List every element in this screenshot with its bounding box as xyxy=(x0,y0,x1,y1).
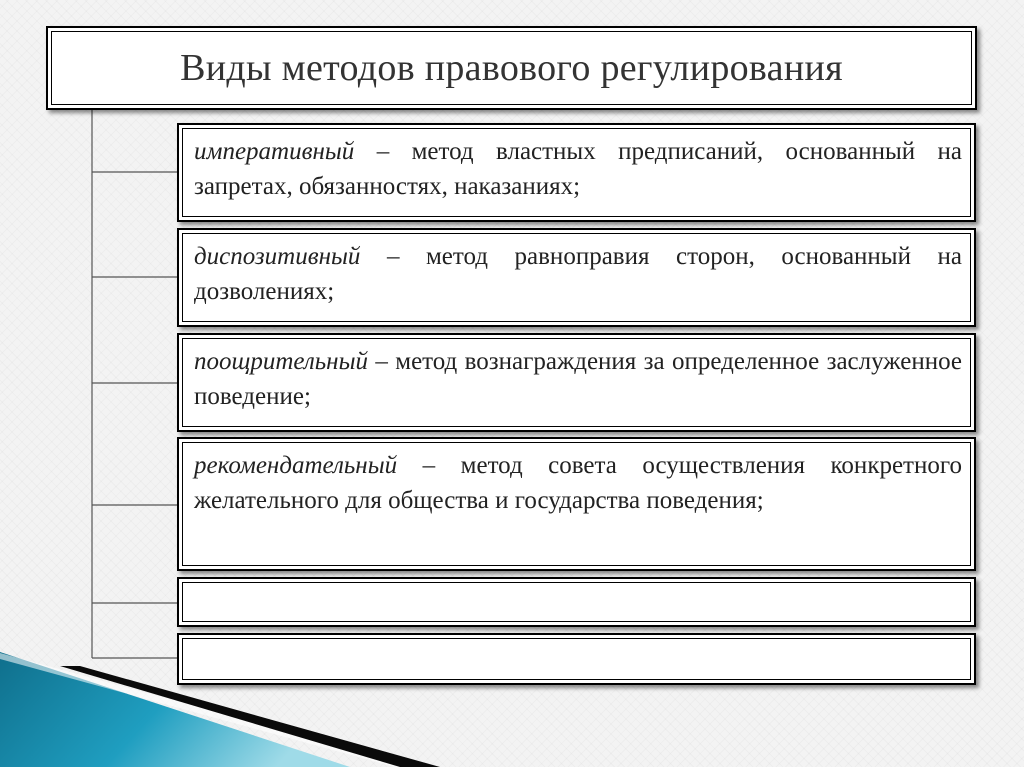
method-text xyxy=(194,134,962,204)
method-description: – метод властных предписаний, основанный на запретах, обязанностях, наказаниях; xyxy=(194,138,962,200)
method-text xyxy=(194,239,962,309)
method-description: – метод вознаграждения за определенное заслуженное поведение; xyxy=(194,348,962,410)
method-term: рекомендательный xyxy=(194,452,398,479)
method-term: диспозитивный xyxy=(194,243,361,270)
method-box-recommendatory xyxy=(177,437,976,571)
method-description: – метод равноправия сторон, основанный на дозволениях; xyxy=(194,243,962,305)
method-box-encouraging xyxy=(177,333,976,432)
method-box-imperative xyxy=(177,123,976,222)
method-description: – метод совета осуществления конкретного желательного для общества и государства поведения; xyxy=(194,452,962,514)
method-text xyxy=(194,344,962,414)
diagram-title: Виды методов правового регулирования xyxy=(180,47,843,89)
method-text xyxy=(194,448,962,518)
method-term: поощрительный xyxy=(194,348,369,375)
method-box-dispositive xyxy=(177,228,976,327)
title-box xyxy=(46,26,977,110)
method-term: императивный xyxy=(194,138,355,165)
method-box-empty-1 xyxy=(177,577,976,627)
method-box-empty-2 xyxy=(177,633,976,685)
